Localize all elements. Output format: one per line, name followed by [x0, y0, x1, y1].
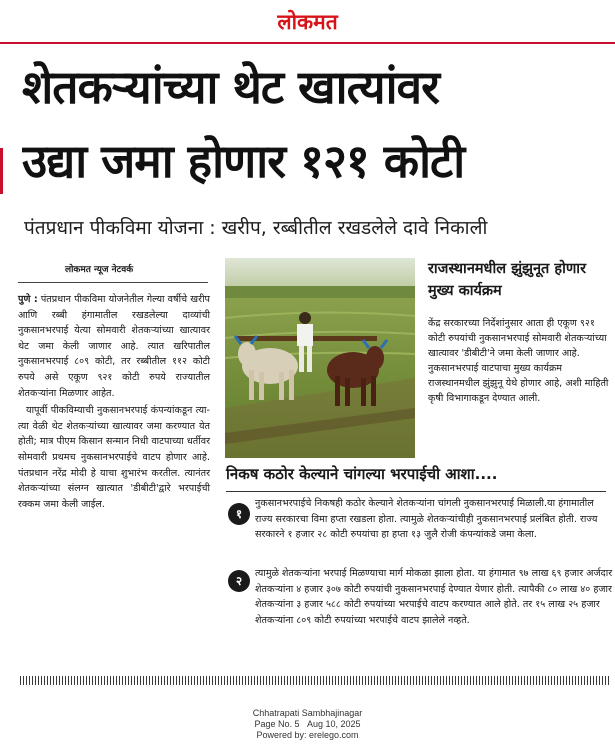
photo-illustration [225, 258, 415, 458]
farmer-ploughing-photo [225, 258, 415, 458]
point-2-text: त्यामुळे शेतकऱ्यांना भरपाई मिळण्याचा मार्ग मोकळा झाला होता. या हंगामात ९७ लाख ६९ हजार अर्जदार शेतकऱ्यांना ४ हजार ३०७ कोटी रुपयांची नुकसानभरपाई देण्यात येणार होती. त्यापैकी ८० लाख ४० हजार शेतकऱ्यांना ३ हजार ५८८ कोटी रुपयांच्या भरपाईचे वाटप करण्यात आले होते. तर १५ लाख २५ हजार शेतकऱ्यांना ८०९ कोटी रुपयांच्या भरपाईचे वाटप झालेले नव्हते. [255, 568, 613, 626]
point-2-number-badge: २ [228, 570, 250, 592]
headline-line-2: उद्या जमा होणार १२१ कोटी [22, 134, 465, 188]
sidebar-title: राजस्थानमधील झुंझुनूत होणार मुख्य कार्यक्रम [428, 261, 586, 299]
subheadline: पंतप्रधान पीकविमा योजना : खरीप, रब्बीतील रखडलेले दावे निकाली [24, 217, 488, 239]
headline-line-1: शेतकऱ्यांच्या थेट खात्यांवर [22, 60, 439, 114]
footer-powered-by: Powered by: erelego.com [256, 730, 359, 740]
page-footer [0, 708, 615, 741]
byline: लोकमत न्यूज नेटवर्क [65, 265, 134, 275]
section-2-title: निकष कठोर केल्याने चांगल्या भरपाईची आशा.... [226, 465, 498, 483]
section-2-rule [226, 491, 606, 492]
main-story-para-1-text: पंतप्रधान पीकविमा योजनेतील गेल्या वर्षीचे खरीप आणि रब्बी हंगामातील रखडलेल्या दाव्यांची नुकसानभरपाई येत्या सोमवारी शेतकऱ्यांच्या खात्यावर थेट जमा केली जाणार आहे. त्यात खरिपातील नुकसानभरपाई ८०९ कोटी, तर रब्बीतील ११२ कोटी रुपये असे एकूण ९२१ कोटी रुपये राज्यातील शेतकऱ्यांना मिळणार आहेत. [18, 294, 211, 399]
hatched-divider [20, 676, 611, 685]
footer-date: Aug 10, 2025 [306, 719, 361, 729]
dateline: पुणे : [18, 294, 38, 305]
main-story-para-2: यापूर्वी पीकविम्याची नुकसानभरपाई कंपन्यांकडून त्या-त्या वेळी थेट शेतकऱ्यांच्या खात्यावर जमा करण्यात येत होती; मात्र पीएम किसान सन्मान निधी वाटपाच्या धर्तीवर सोमवारी प्रथमच नुकसानभरपाईचे वाटप होणार आहे. पंतप्रधान नरेंद्र मोदी हे याचा शुभारंभ करतील. त्यानंतर शेतकऱ्यांच्या संलग्न खात्यात 'डीबीटी'द्वारे भरपाईची रक्कम जमा केली जाईल. [18, 405, 210, 510]
edge-marker [0, 148, 3, 194]
footer-page: Page No. 5 [254, 719, 300, 729]
byline-rule [18, 282, 208, 283]
masthead [0, 0, 615, 44]
main-story [18, 292, 210, 514]
newspaper-logo: लोकमत [277, 9, 338, 34]
footer-page-date [0, 719, 615, 730]
point-1-number-badge: १ [228, 503, 250, 525]
sidebar-body: केंद्र सरकारच्या निर्देशांनुसार आता ही एकूण ९२१ कोटी रुपयांची नुकसानभरपाई सोमवारी शेतकऱ्यांच्या खात्यावर 'डीबीटी'ने जमा केली जाणार आहे. नुकसानभरपाई वाटपाचा मुख्य कार्यक्रम राजस्थानमधील झुंझुनू येथे होणार आहे, अशी माहिती कृषी विभागाकडून देण्यात आली. [428, 318, 609, 404]
point-1-text: नुकसानभरपाईचे निकषही कठोर केल्याने शेतकऱ्यांना चांगली नुकसानभरपाई मिळाली.या हंगामातील राज्य सरकारचा विमा हप्ता रखडला होता. त्यामुळे शेतकऱ्यांचीही नुकसानभरपाई प्रलंबित होती. राज्य सरकारने १ हजार २८ कोटी रुपयांचा हा हप्ता १३ जुलै रोजी कंपन्यांकडे जमा केला. [255, 498, 598, 540]
footer-city: Chhatrapati Sambhajinagar [252, 708, 363, 718]
main-story-para-1 [18, 292, 210, 401]
